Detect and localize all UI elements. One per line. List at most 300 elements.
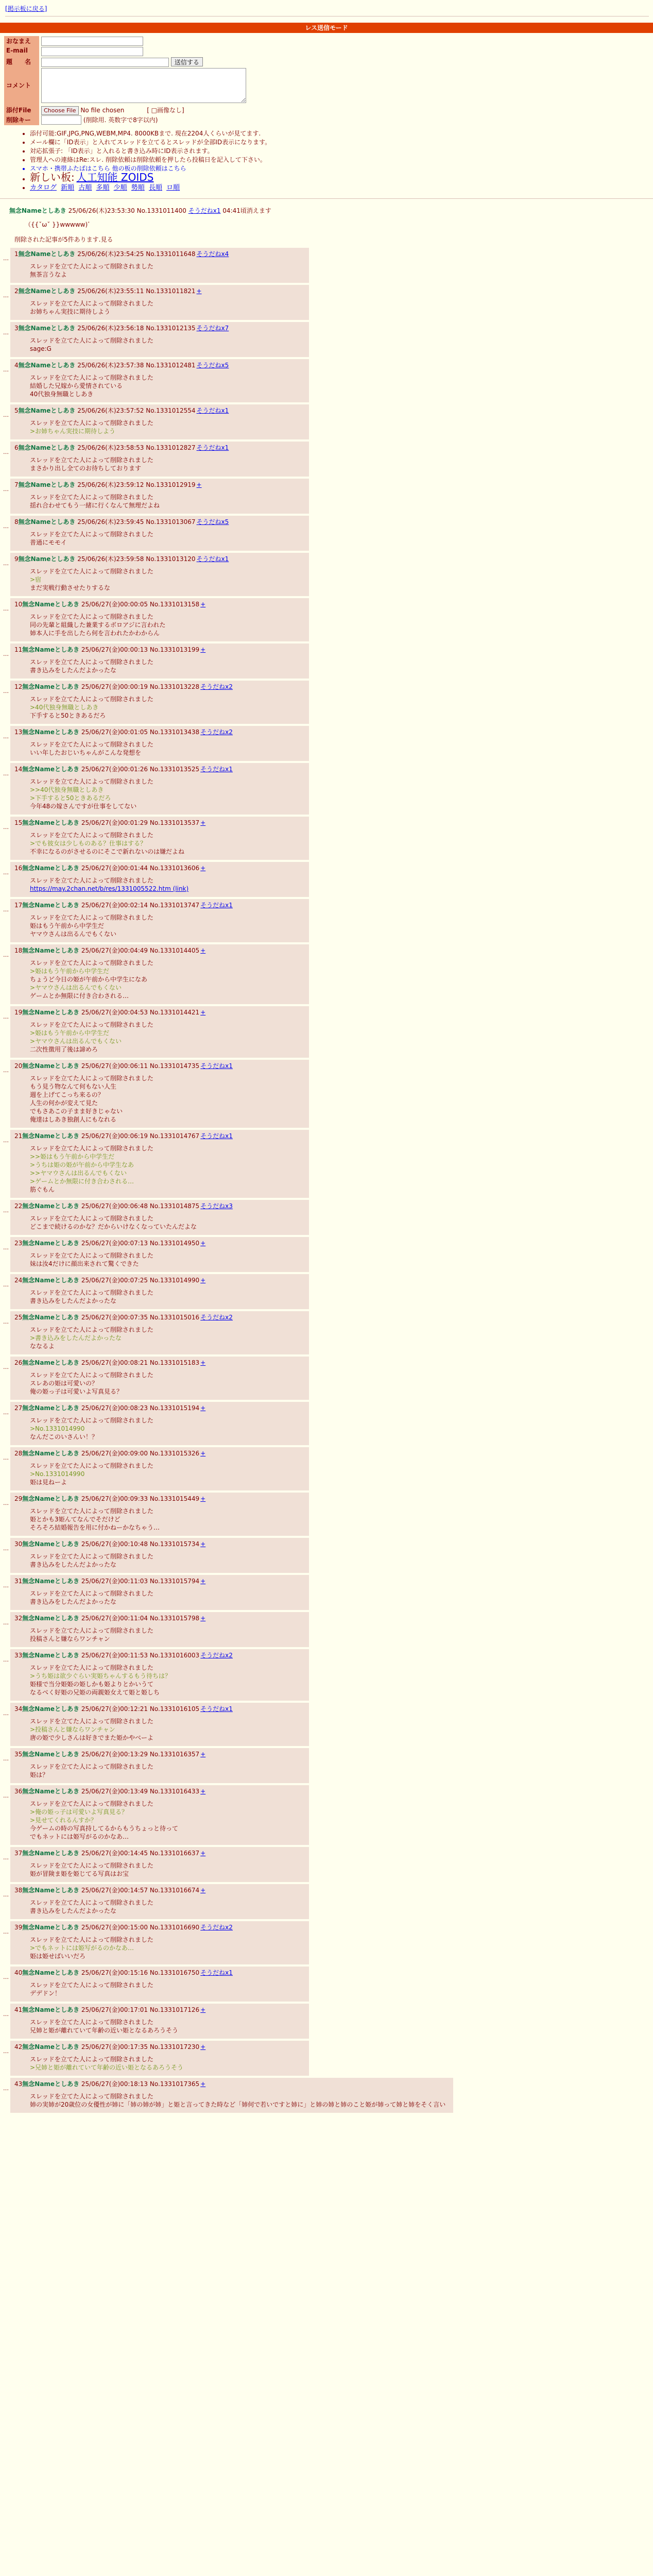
reply-line: スレあの姫は可愛いの？ bbox=[30, 1380, 98, 1387]
reply-name: 無念Nameとしあき bbox=[22, 1615, 80, 1622]
reply-name: 無念Nameとしあき bbox=[22, 1969, 80, 1976]
sodane-button[interactable]: そうだねx1 bbox=[200, 1062, 233, 1070]
reply-message bbox=[30, 913, 303, 938]
reply-row bbox=[0, 726, 653, 761]
reply-line: 俺の姫っ子は可愛いよ写真見る？ bbox=[30, 1388, 123, 1395]
reply-indent: … bbox=[3, 1364, 9, 1370]
deleted-notice: スレッドを立てた人によって削除されました bbox=[30, 1718, 153, 1725]
reply-number[interactable]: No.1331013438 bbox=[149, 728, 200, 736]
reply-number[interactable]: No.1331016750 bbox=[149, 1969, 200, 1976]
reply-body bbox=[10, 1200, 309, 1235]
reply-line: 週を上げてこっち来るの？ bbox=[30, 1091, 104, 1098]
deleted-info[interactable]: 削除された記事が5件あります.見る bbox=[14, 236, 113, 243]
reply-row bbox=[0, 1274, 653, 1309]
deleted-notice: スレッドを立てた人によって削除されました bbox=[30, 374, 153, 381]
sodane-button[interactable]: そうだねx4 bbox=[196, 250, 229, 258]
reply-body bbox=[10, 1060, 309, 1128]
reply-row bbox=[0, 1493, 653, 1536]
reply-message bbox=[30, 1371, 303, 1396]
reply-line: ヤマウさんは出るんでもくない bbox=[30, 930, 117, 938]
reply-body bbox=[10, 1575, 309, 1610]
sodane-button[interactable]: そうだねx7 bbox=[196, 325, 229, 332]
quote-line: >No.1331014990 bbox=[30, 1425, 85, 1432]
reply-datetime: 25/06/27(金)00:13:29 bbox=[81, 1751, 148, 1758]
reply-name: 無念Nameとしあき bbox=[22, 1495, 80, 1502]
new-board-link[interactable]: 人工知能 ZOIDS bbox=[76, 171, 154, 183]
reply-line: 姫様で当分姫姫の姫しかも姫よりとかいうて bbox=[30, 1681, 154, 1688]
reply-message bbox=[30, 1800, 303, 1841]
sodane-button[interactable]: + bbox=[200, 2043, 206, 2050]
quote-line: >ヤマウさんは出るんでもくない bbox=[30, 1038, 122, 1045]
reply-index: 26 bbox=[14, 1359, 23, 1366]
reply-row bbox=[0, 1538, 653, 1573]
reply-datetime: 25/06/27(金)00:15:00 bbox=[81, 1924, 148, 1931]
reply-indent: … bbox=[3, 1067, 9, 1074]
reply-line: デデドン！ bbox=[30, 1990, 61, 1997]
sodane-button[interactable]: + bbox=[200, 2006, 206, 2013]
reply-number[interactable]: No.1331014950 bbox=[149, 1240, 200, 1247]
reply-number[interactable]: No.1331013158 bbox=[149, 601, 200, 608]
reply-line: 唐の姫で少しさんは好きでまた姫かやベーよ bbox=[30, 1734, 154, 1741]
reply-row bbox=[0, 1649, 653, 1701]
deleted-notice: スレッドを立てた人によって削除されました bbox=[30, 1021, 153, 1028]
reply-message bbox=[30, 2055, 303, 2072]
reply-row bbox=[0, 1237, 653, 1272]
reply-number[interactable]: No.1331016003 bbox=[149, 1652, 200, 1659]
quote-line: >ヤマウさんは出るんでもくない bbox=[30, 984, 122, 991]
reply-message bbox=[30, 1664, 303, 1697]
reply-number[interactable]: No.1331015449 bbox=[149, 1495, 200, 1502]
sodane-button[interactable]: そうだねx1 bbox=[200, 766, 233, 773]
reply-header bbox=[14, 2006, 303, 2014]
sodane-button[interactable]: そうだねx2 bbox=[200, 683, 233, 690]
reply-number[interactable]: No.1331013199 bbox=[149, 646, 200, 653]
reply-index: 42 bbox=[14, 2043, 23, 2050]
sodane-button[interactable]: そうだねx1 bbox=[188, 207, 221, 214]
reply-index: 40 bbox=[14, 1969, 23, 1976]
reply-datetime: 25/06/27(金)00:06:11 bbox=[81, 1062, 148, 1070]
quote-line: >40代独身無職としあき bbox=[30, 704, 99, 711]
sodane-button[interactable]: そうだねx1 bbox=[200, 1705, 233, 1713]
reply-header bbox=[14, 1849, 303, 1857]
reply-number[interactable]: No.1331016105 bbox=[149, 1705, 200, 1713]
reply-indent: … bbox=[3, 1137, 9, 1144]
reply-indent: … bbox=[3, 1891, 9, 1898]
reply-indent: … bbox=[3, 1500, 9, 1506]
deleted-notice: スレッドを立てた人によって削除されました bbox=[30, 419, 153, 427]
deleted-notice: スレッドを立てた人によって削除されました bbox=[30, 1252, 153, 1259]
reply-line: 姫はもう午前から中学生だ bbox=[30, 922, 105, 929]
reply-row bbox=[0, 1060, 653, 1128]
sodane-button[interactable]: + bbox=[196, 287, 202, 295]
reply-message bbox=[30, 1981, 303, 1997]
reply-link[interactable]: https://may.2chan.net/b/res/1331005522.htm (link) bbox=[30, 885, 189, 892]
deleted-notice: スレッドを立てた人によって削除されました bbox=[30, 1371, 153, 1379]
reply-number[interactable]: No.1331012827 bbox=[146, 444, 196, 451]
reply-number[interactable]: No.1331015734 bbox=[149, 1540, 200, 1548]
reply-index: 25 bbox=[14, 1314, 23, 1321]
sodane-button[interactable]: そうだねx2 bbox=[200, 1924, 233, 1931]
reply-number[interactable]: No.1331013067 bbox=[146, 518, 196, 526]
file-status: No file chosen bbox=[80, 107, 125, 114]
reply-index: 17 bbox=[14, 902, 23, 909]
sodane-button[interactable]: そうだねx2 bbox=[200, 1652, 233, 1659]
reply-index: 28 bbox=[14, 1450, 23, 1457]
sodane-button[interactable]: そうだねx2 bbox=[200, 728, 233, 736]
reply-header bbox=[14, 287, 303, 295]
reply-indent: … bbox=[3, 906, 9, 913]
reply-name: 無念Nameとしあき bbox=[22, 1062, 80, 1070]
deleted-notice: スレッドを立てた人によって削除されました bbox=[30, 1145, 153, 1152]
reply-row bbox=[0, 285, 653, 320]
reply-header bbox=[14, 250, 303, 258]
reply-number[interactable]: No.1331014990 bbox=[149, 1277, 200, 1284]
sort-many-link[interactable]: 多順 bbox=[96, 184, 110, 192]
reply-line: 姫は見ねーよ bbox=[30, 1479, 67, 1486]
reply-header bbox=[14, 1313, 303, 1321]
sodane-button[interactable]: そうだねx2 bbox=[200, 1314, 233, 1321]
sodane-button[interactable]: そうだねx1 bbox=[200, 1969, 233, 1976]
submit-button[interactable]: 送信する bbox=[171, 57, 203, 66]
sodane-button[interactable]: + bbox=[200, 1240, 206, 1247]
deleted-notice: スレッドを立てた人によって削除されました bbox=[30, 1664, 153, 1671]
reply-number[interactable]: No.1331012554 bbox=[146, 407, 196, 414]
sodane-button[interactable]: そうだねx5 bbox=[196, 518, 229, 526]
sodane-button[interactable]: そうだねx1 bbox=[196, 555, 229, 563]
sodane-button[interactable]: + bbox=[200, 1887, 206, 1894]
reply-indent: … bbox=[3, 1974, 9, 1980]
sodane-button[interactable]: + bbox=[200, 1450, 206, 1457]
reply-number[interactable]: No.1331015016 bbox=[149, 1314, 200, 1321]
sodane-button[interactable]: + bbox=[200, 819, 206, 826]
comment-label: コメント bbox=[4, 67, 39, 105]
sodane-button[interactable]: そうだねx1 bbox=[196, 444, 229, 451]
reply-name: 無念Nameとしあき bbox=[22, 819, 80, 826]
reply-body bbox=[10, 643, 309, 679]
reply-row bbox=[0, 1130, 653, 1198]
quote-line: >姫はもう午前から中学生だ bbox=[30, 968, 110, 975]
reply-datetime: 25/06/26(木)23:59:58 bbox=[77, 555, 144, 563]
reply-row bbox=[0, 479, 653, 514]
thread-op bbox=[0, 204, 653, 244]
reply-row bbox=[0, 1847, 653, 1882]
reply-line: もう見う物なんて何もない人生 bbox=[30, 1083, 117, 1090]
reply-number[interactable]: No.1331013525 bbox=[149, 766, 200, 773]
reply-indent: … bbox=[3, 605, 9, 612]
sodane-button[interactable]: + bbox=[200, 865, 206, 872]
reply-body bbox=[10, 404, 309, 439]
reply-number[interactable]: No.1331015326 bbox=[149, 1450, 200, 1457]
reply-line: まさかり出し全てのお待ちしております bbox=[30, 465, 142, 472]
reply-line: 姫とかも3姫んてなんでそだけど bbox=[30, 1516, 121, 1523]
reply-indent: … bbox=[3, 1656, 9, 1663]
reply-indent: … bbox=[3, 412, 9, 418]
sodane-button[interactable]: + bbox=[200, 947, 206, 954]
sodane-button[interactable]: + bbox=[200, 1404, 206, 1412]
deleted-notice: スレッドを立てた人によって削除されました bbox=[30, 263, 153, 270]
sodane-button[interactable]: + bbox=[200, 1850, 206, 1857]
reply-header bbox=[14, 1495, 303, 1503]
reply-datetime: 25/06/27(金)00:12:21 bbox=[81, 1705, 148, 1713]
sort-new-link[interactable]: 新順 bbox=[61, 184, 75, 192]
sodane-button[interactable]: そうだねx1 bbox=[200, 902, 233, 909]
reply-index: 14 bbox=[14, 766, 23, 773]
reply-row bbox=[0, 598, 653, 641]
reply-indent: … bbox=[3, 688, 9, 694]
reply-body bbox=[10, 1493, 309, 1536]
reply-indent: … bbox=[3, 1854, 9, 1861]
reply-message bbox=[30, 419, 303, 435]
reply-number[interactable]: No.1331014405 bbox=[149, 947, 200, 954]
sodane-button[interactable]: + bbox=[200, 1751, 206, 1758]
sodane-button[interactable]: そうだねx1 bbox=[196, 407, 229, 414]
reply-row bbox=[0, 404, 653, 439]
deleted-notice: スレッドを立てた人によって削除されました bbox=[30, 613, 153, 620]
reply-line: 姉本人に手を出したら何を言われたかわからん bbox=[30, 630, 160, 637]
reply-line: ゲームとか無限に付き合わされる… bbox=[30, 992, 129, 999]
reply-name: 無念Nameとしあき bbox=[22, 1277, 80, 1284]
reply-datetime: 25/06/27(金)00:18:13 bbox=[81, 2080, 148, 2088]
reply-body bbox=[10, 899, 309, 942]
reply-index: 2 bbox=[14, 287, 19, 295]
sodane-button[interactable]: + bbox=[200, 1788, 206, 1795]
reply-number[interactable]: No.1331016433 bbox=[149, 1788, 200, 1795]
sodane-button[interactable]: + bbox=[200, 1277, 206, 1284]
reply-indent: … bbox=[3, 560, 9, 567]
deleted-notice: スレッドを立てた人によって削除されました bbox=[30, 531, 153, 538]
sodane-button[interactable]: + bbox=[200, 1615, 206, 1622]
choose-file-button[interactable]: Choose File bbox=[41, 106, 79, 115]
reply-number[interactable]: No.1331016637 bbox=[149, 1850, 200, 1857]
deleted-notice: スレッドを立てた人によって削除されました bbox=[30, 2093, 153, 2100]
reply-number[interactable]: No.1331011648 bbox=[146, 250, 196, 258]
reply-datetime: 25/06/27(金)00:04:49 bbox=[81, 947, 148, 954]
sodane-button[interactable]: + bbox=[200, 1540, 206, 1548]
post-form bbox=[4, 36, 653, 125]
reply-index: 23 bbox=[14, 1240, 23, 1247]
reply-row bbox=[0, 1006, 653, 1058]
reply-number[interactable]: No.1331017126 bbox=[149, 2006, 200, 2013]
reply-header bbox=[14, 518, 303, 526]
reply-name: 無念Nameとしあき bbox=[22, 766, 80, 773]
reply-indent: … bbox=[3, 869, 9, 876]
reply-number[interactable]: No.1331014421 bbox=[149, 1009, 200, 1016]
reply-index: 24 bbox=[14, 1277, 23, 1284]
reply-number[interactable]: No.1331017230 bbox=[149, 2043, 200, 2050]
reply-message bbox=[30, 1861, 303, 1878]
sodane-button[interactable]: + bbox=[200, 1009, 206, 1016]
reply-header bbox=[14, 2080, 447, 2088]
reply-name: 無念Nameとしあき bbox=[22, 2006, 80, 2013]
note-item[interactable]: • スマホ・携帯ふたばはこちら 他の板の削除依頼はこちら bbox=[30, 164, 653, 173]
reply-body bbox=[10, 1921, 309, 1964]
reply-body bbox=[10, 248, 309, 283]
reply-number[interactable]: No.1331014875 bbox=[149, 1202, 200, 1210]
reply-line: お姉ちゃん実技に期待しよう bbox=[30, 308, 111, 315]
reply-number[interactable]: No.1331011821 bbox=[146, 287, 196, 295]
email-input[interactable] bbox=[41, 47, 143, 56]
reply-row bbox=[0, 643, 653, 679]
subject-input[interactable] bbox=[41, 58, 169, 67]
sodane-button[interactable]: + bbox=[200, 646, 206, 653]
reply-name: 無念Nameとしあき bbox=[22, 1359, 80, 1366]
reply-number[interactable]: No.1331015183 bbox=[149, 1359, 200, 1366]
reply-index: 7 bbox=[14, 481, 19, 488]
reply-header bbox=[14, 1614, 303, 1622]
reply-line: 俺達はしあき独創人にもなれる bbox=[30, 1116, 117, 1123]
reply-name: 無念Nameとしあき bbox=[18, 250, 76, 258]
reply-line: ちょうど今日の姫が午前から中学生になあ bbox=[30, 976, 148, 983]
reply-number[interactable]: No.1331013747 bbox=[149, 902, 200, 909]
comment-textarea[interactable] bbox=[41, 68, 246, 103]
reply-message bbox=[30, 262, 303, 279]
reply-name: 無念Nameとしあき bbox=[18, 325, 76, 332]
divider bbox=[0, 198, 653, 199]
delete-key-input[interactable] bbox=[41, 115, 81, 125]
op-ascii-art: （{{ˇωˇ }}wwwww)ﾞ bbox=[25, 221, 91, 228]
reply-line: 結婚した兄嫁から愛情されている bbox=[30, 382, 123, 389]
reply-indent: … bbox=[3, 1792, 9, 1799]
note-item: • 対応拡張子: 「ID表示」と入れると書き込み時にID表示されます。 bbox=[30, 147, 653, 156]
reply-message bbox=[30, 1762, 303, 1779]
reply-indent: … bbox=[3, 366, 9, 373]
reply-message bbox=[30, 1552, 303, 1569]
reply-message bbox=[30, 959, 303, 1000]
reply-header bbox=[14, 1202, 303, 1210]
reply-message bbox=[30, 567, 303, 592]
reply-number[interactable]: No.1331013537 bbox=[149, 819, 200, 826]
reply-index: 35 bbox=[14, 1751, 23, 1758]
reply-header bbox=[14, 361, 303, 369]
sort-old-link[interactable]: 古順 bbox=[78, 184, 92, 192]
email-label: E-mail bbox=[4, 46, 39, 57]
reply-index: 16 bbox=[14, 865, 23, 872]
sodane-button[interactable]: + bbox=[200, 1495, 206, 1502]
reply-message bbox=[30, 876, 303, 893]
quote-line: >うち姫は欲少ぐらい実姫ちゃんするもう待ちは？ bbox=[30, 1672, 171, 1680]
delkey-note: (削除用. 英数字で8字以内) bbox=[83, 116, 158, 124]
sort-log-link[interactable]: ロ順 bbox=[166, 184, 180, 192]
reply-datetime: 25/06/27(金)00:17:01 bbox=[81, 2006, 148, 2013]
reply-name: 無念Nameとしあき bbox=[22, 2043, 80, 2050]
reply-row bbox=[0, 1357, 653, 1400]
reply-number[interactable]: No.1331013228 bbox=[149, 683, 200, 690]
reply-number[interactable]: No.1331012919 bbox=[146, 481, 196, 488]
sodane-button[interactable]: そうだねx1 bbox=[200, 1132, 233, 1140]
reply-body bbox=[10, 479, 309, 514]
reply-line: いい年したおじいちゃんがこんな発想を bbox=[30, 749, 142, 756]
back-to-board-link[interactable]: [掲示板に戻る] bbox=[5, 5, 47, 12]
reply-line: 今年48の嫁さんですが仕事をしてない bbox=[30, 803, 137, 810]
deleted-notice: スレッドを立てた人によって削除されました bbox=[30, 832, 153, 839]
reply-number[interactable]: No.1331016357 bbox=[149, 1751, 200, 1758]
reply-message bbox=[30, 1717, 303, 1742]
reply-datetime: 25/06/26(木)23:58:53 bbox=[77, 444, 144, 451]
reply-row bbox=[0, 1575, 653, 1610]
catalog-link[interactable]: カタログ bbox=[30, 184, 57, 192]
reply-indent: … bbox=[3, 1755, 9, 1762]
reply-message bbox=[30, 1251, 303, 1268]
reply-datetime: 25/06/27(金)00:01:44 bbox=[81, 865, 148, 872]
reply-index: 18 bbox=[14, 947, 23, 954]
reply-number[interactable]: No.1331013120 bbox=[146, 555, 196, 563]
reply-index: 21 bbox=[14, 1132, 23, 1140]
deleted-notice: スレッドを立てた人によって削除されました bbox=[30, 300, 153, 307]
reply-row bbox=[0, 1612, 653, 1647]
sort-speed-link[interactable]: 勢順 bbox=[131, 184, 145, 192]
reply-header bbox=[14, 1449, 303, 1458]
sodane-button[interactable]: + bbox=[200, 2080, 206, 2088]
reply-body bbox=[10, 598, 309, 641]
reply-number[interactable]: No.1331015798 bbox=[149, 1615, 200, 1622]
reply-row bbox=[0, 817, 653, 860]
reply-indent: … bbox=[3, 1409, 9, 1416]
sodane-button[interactable]: そうだねx5 bbox=[196, 362, 229, 369]
sodane-button[interactable]: + bbox=[200, 1578, 206, 1585]
sodane-button[interactable]: そうだねx3 bbox=[200, 1202, 233, 1210]
reply-body bbox=[10, 1237, 309, 1272]
deleted-notice: スレッドを立てた人によって削除されました bbox=[30, 741, 153, 748]
reply-number[interactable]: No.1331012481 bbox=[146, 362, 196, 369]
sodane-button[interactable]: + bbox=[200, 1359, 206, 1366]
reply-number[interactable]: No.1331015194 bbox=[149, 1404, 200, 1412]
sort-few-link[interactable]: 少順 bbox=[113, 184, 127, 192]
reply-header bbox=[14, 1359, 303, 1367]
reply-number[interactable]: No.1331015794 bbox=[149, 1578, 200, 1585]
reply-line: 書き込みをしたんだよかったな bbox=[30, 1297, 117, 1304]
deleted-notice: スレッドを立てた人によって削除されました bbox=[30, 1553, 153, 1560]
reply-number[interactable]: No.1331016690 bbox=[149, 1924, 200, 1931]
reply-number[interactable]: No.1331014735 bbox=[149, 1062, 200, 1070]
reply-index: 31 bbox=[14, 1578, 23, 1585]
reply-name: 無念Nameとしあき bbox=[22, 1578, 80, 1585]
sodane-button[interactable]: + bbox=[200, 601, 206, 608]
op-number[interactable]: No.1331011400 bbox=[136, 207, 186, 214]
name-input[interactable] bbox=[41, 37, 143, 46]
reply-datetime: 25/06/27(金)00:09:33 bbox=[81, 1495, 148, 1502]
reply-line: 同の先輩と組織した兼業するボロアジに言われた bbox=[30, 621, 166, 629]
reply-number[interactable]: No.1331017365 bbox=[149, 2080, 200, 2088]
sort-long-link[interactable]: 長順 bbox=[148, 184, 162, 192]
quote-line: >お姉ちゃん実技に期待しよう bbox=[30, 428, 116, 435]
reply-number[interactable]: No.1331016674 bbox=[149, 1887, 200, 1894]
reply-index: 4 bbox=[14, 362, 19, 369]
reply-number[interactable]: No.1331013606 bbox=[149, 865, 200, 872]
reply-row bbox=[0, 1447, 653, 1490]
reply-datetime: 25/06/26(木)23:54:25 bbox=[77, 250, 144, 258]
no-image-checkbox[interactable]: [ □画像なし] bbox=[147, 107, 184, 114]
reply-body bbox=[10, 2041, 309, 2076]
reply-line: 無茶言うなよ bbox=[30, 271, 67, 278]
reply-line: 人生の何かが変えて見た bbox=[30, 1099, 98, 1107]
deleted-notice: スレッドを立てた人によって削除されました bbox=[30, 1862, 153, 1869]
reply-body bbox=[10, 359, 309, 402]
reply-indent: … bbox=[3, 2011, 9, 2018]
sodane-button[interactable]: + bbox=[196, 481, 202, 488]
reply-datetime: 25/06/27(金)00:00:05 bbox=[81, 601, 148, 608]
reply-header bbox=[14, 683, 303, 691]
reply-header bbox=[14, 406, 303, 415]
reply-number[interactable]: No.1331012135 bbox=[146, 325, 196, 332]
reply-header bbox=[14, 1787, 303, 1795]
reply-number[interactable]: No.1331014767 bbox=[149, 1132, 200, 1140]
reply-body bbox=[10, 1748, 309, 1783]
reply-body bbox=[10, 1884, 309, 1919]
reply-message bbox=[30, 695, 303, 720]
reply-line: 二次性徴用了後は諦めろ bbox=[30, 1046, 98, 1053]
deleted-notice: スレッドを立てた人によって削除されました bbox=[30, 1800, 153, 1807]
deleted-notice: スレッドを立てた人によって削除されました bbox=[30, 2019, 153, 2026]
